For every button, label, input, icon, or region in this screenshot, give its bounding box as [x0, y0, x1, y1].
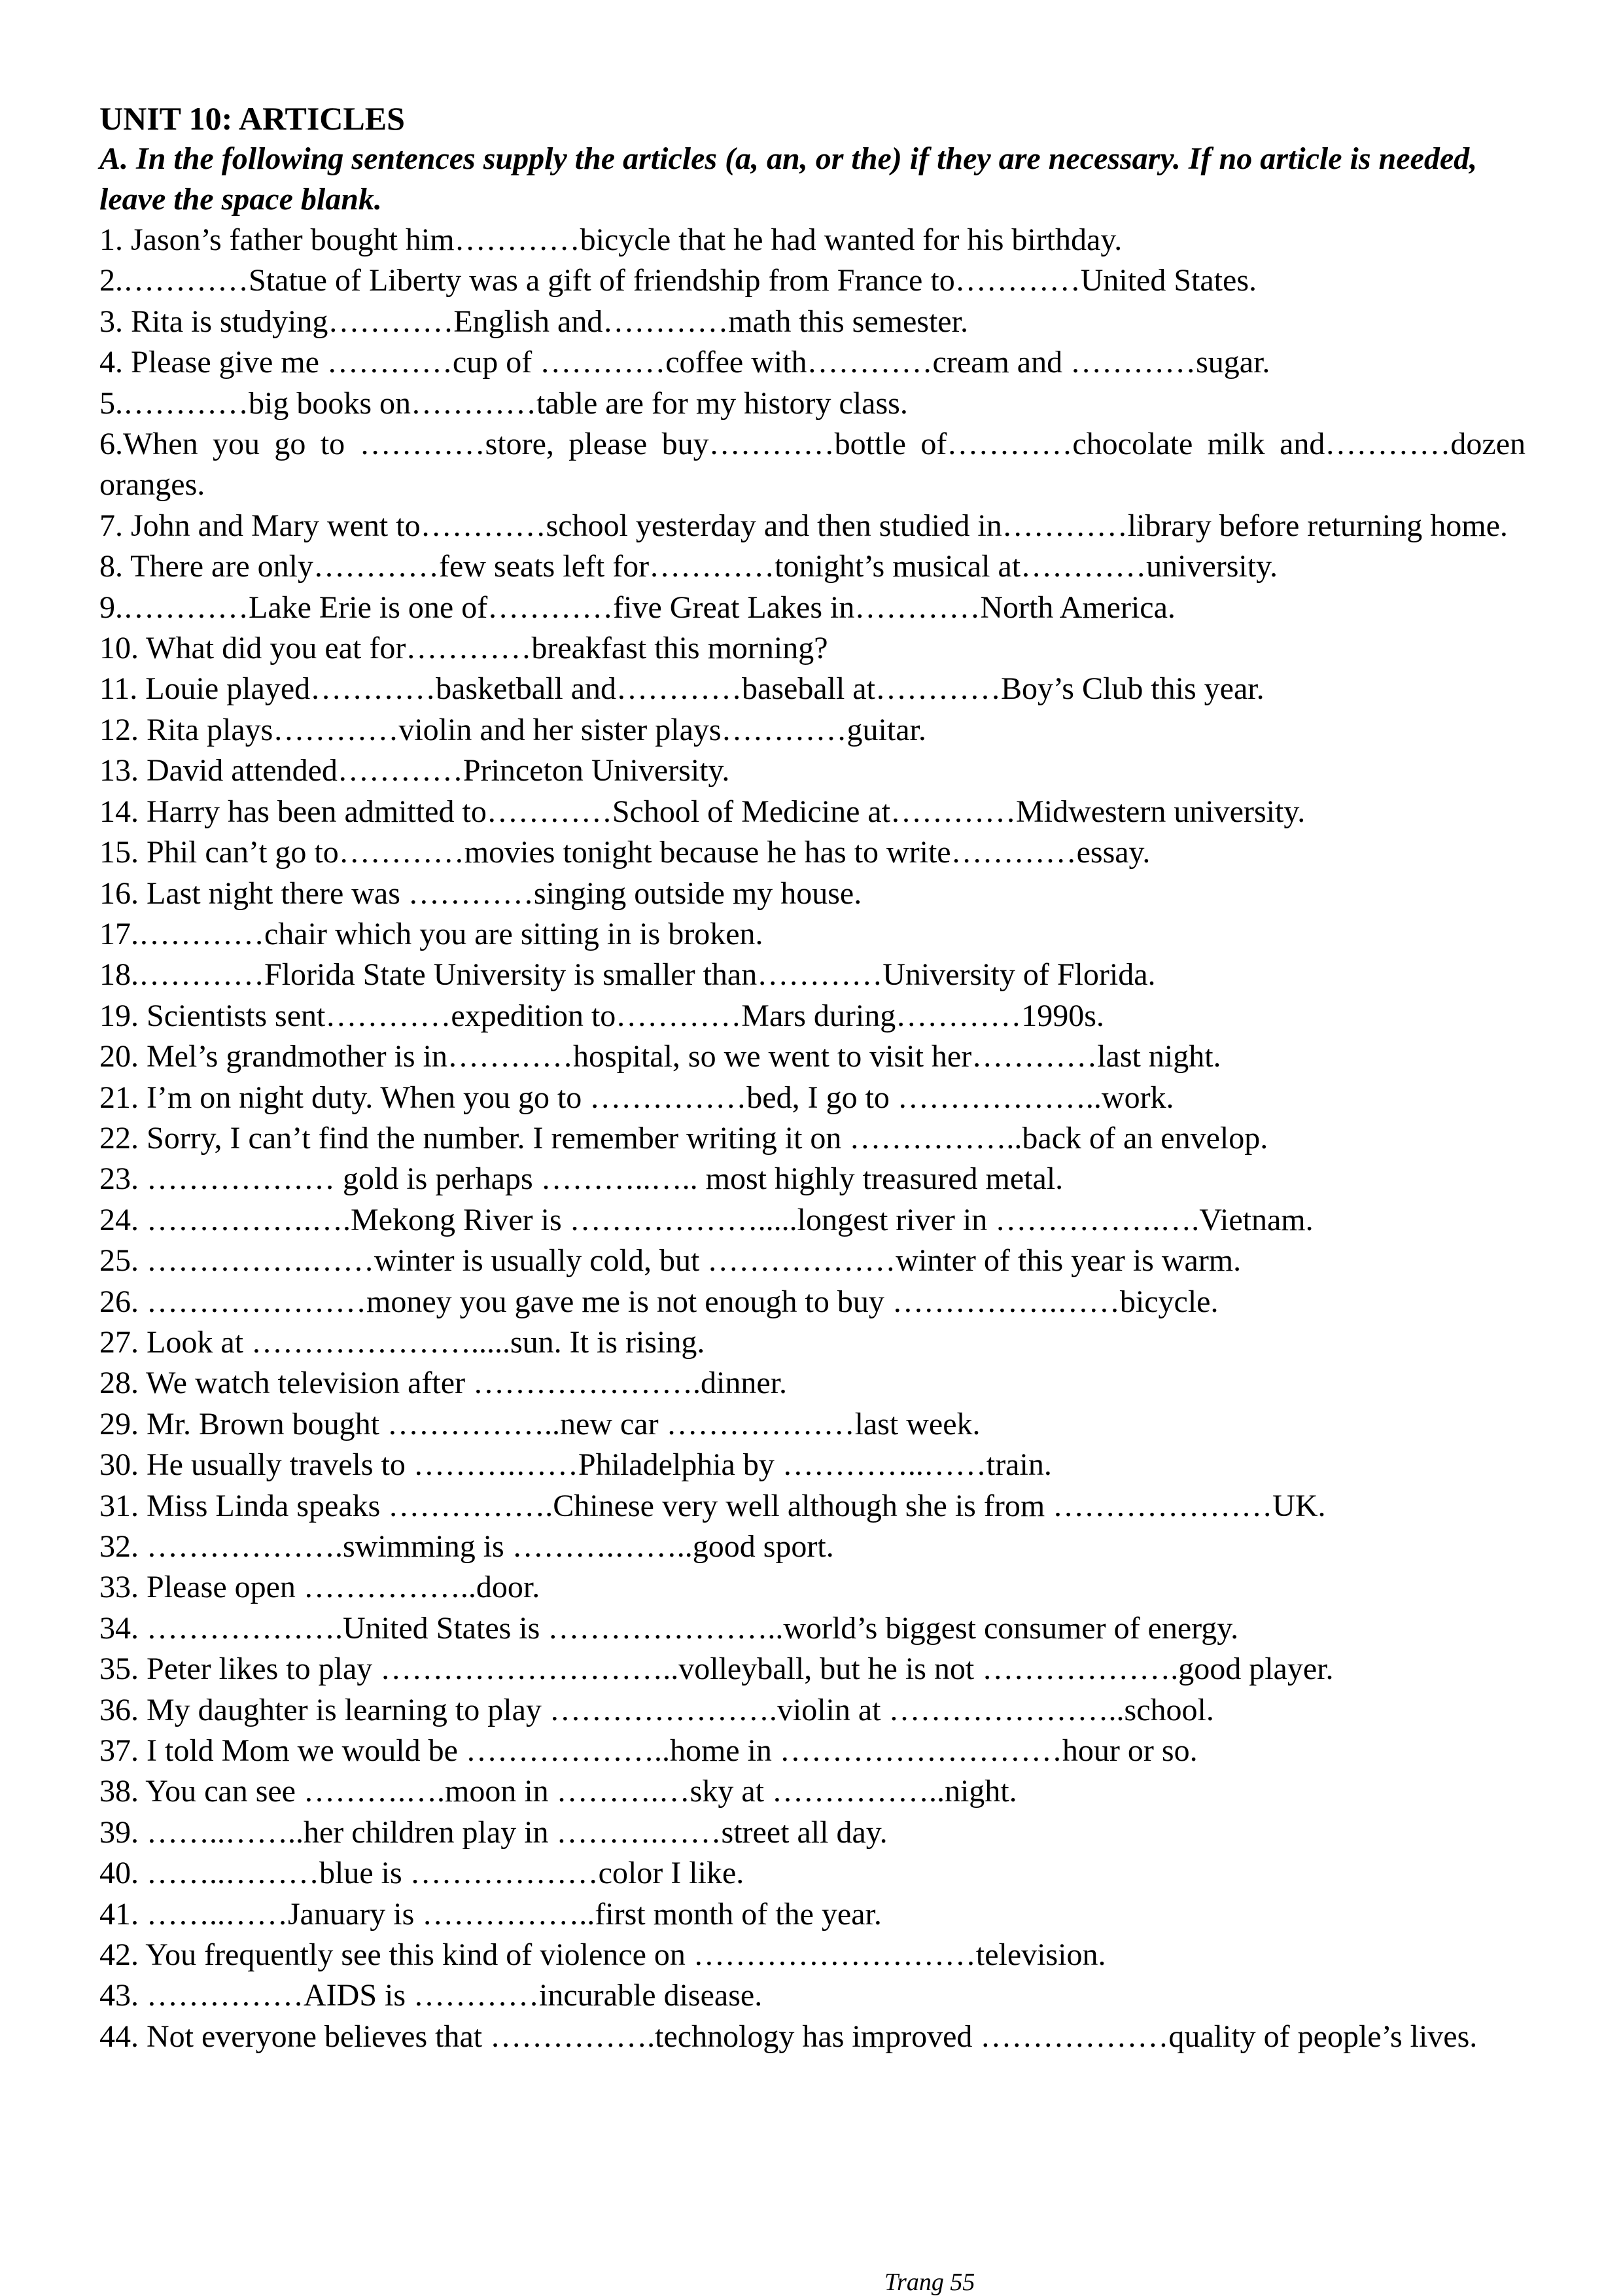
exercise-item: 25. …………….……winter is usually cold, but ………………winter of this year is warm. — [99, 1243, 1242, 1279]
exercise-item: 18.…………Florida State University is smaller than…………University of Florida. — [99, 957, 1156, 993]
exercise-item: 22. Sorry, I can’t find the number. I remember writing it on ……………..back of an envelop. — [99, 1120, 1268, 1156]
exercise-item: 9.…………Lake Erie is one of…………five Great Lakes in…………North America. — [99, 590, 1176, 625]
exercise-item: 41. ……..……January is ……………..first month of the year. — [99, 1896, 882, 1932]
exercise-item: 35. Peter likes to play ………………………..volleyball, but he is not ……………….good player. — [99, 1651, 1334, 1687]
exercise-instruction: A. In the following sentences supply the articles (a, an, or the) if they are necessary. If no article is needed, leave the space blank. — [99, 141, 1478, 217]
exercise-item: 26. …………………money you gave me is not enough to buy …………….……bicycle. — [99, 1284, 1219, 1319]
exercise-item: 2.…………Statue of Liberty was a gift of friendship from France to…………United States. — [99, 263, 1257, 298]
exercise-item: 1. Jason’s father bought him…………bicycle that he had wanted for his birthday. — [99, 222, 1123, 257]
exercise-item: 12. Rita plays…………violin and her sister plays…………guitar. — [99, 712, 926, 747]
exercise-list — [99, 220, 1526, 2057]
exercise-item: 33. Please open ……………..door. — [99, 1570, 540, 1605]
exercise-item: 27. Look at ………………….....sun. It is rising. — [99, 1324, 705, 1360]
exercise-item: 15. Phil can’t go to…………movies tonight because he has to write…………essay. — [99, 835, 1151, 870]
exercise-item: 14. Harry has been admitted to…………School of Medicine at…………Midwestern university. — [99, 794, 1306, 829]
exercise-item: 13. David attended…………Princeton University. — [99, 753, 730, 788]
exercise-item: 43. ……………AIDS is …………incurable disease. — [99, 1978, 763, 2013]
exercise-item: 5.…………big books on…………table are for my history class. — [99, 385, 908, 421]
exercise-item: 7. John and Mary went to…………school yesterday and then studied in…………library before returning home. — [99, 508, 1508, 543]
exercise-item: 8. There are only…………few seats left for…………tonight’s musical at…………university. — [99, 549, 1278, 584]
exercise-item: 40. ……..………blue is ………………color I like. — [99, 1856, 744, 1891]
exercise-item: 42. You frequently see this kind of violence on ………………………television. — [99, 1937, 1106, 1973]
unit-title: UNIT 10: ARTICLES — [99, 100, 405, 137]
exercise-item: 32. ……………….swimming is ……….……..good sport. — [99, 1529, 834, 1564]
exercise-item: 21. I’m on night duty. When you go to ……………bed, I go to ………………..work. — [99, 1080, 1174, 1115]
exercise-item: 4. Please give me …………cup of …………coffee with…………cream and …………sugar. — [99, 345, 1270, 380]
exercise-item: 6.When you go to …………store, please buy…………bottle of…………chocolate milk and…………dozen oranges. — [99, 427, 1526, 503]
exercise-item: 11. Louie played…………basketball and…………baseball at…………Boy’s Club this year. — [99, 671, 1265, 707]
exercise-item: 16. Last night there was …………singing outside my house. — [99, 875, 862, 911]
exercise-item: 3. Rita is studying…………English and…………math this semester. — [99, 304, 968, 339]
exercise-item: 19. Scientists sent…………expedition to…………Mars during…………1990s. — [99, 998, 1104, 1033]
exercise-item: 37. I told Mom we would be ………………..home in ………………………hour or so. — [99, 1733, 1198, 1769]
exercise-item: 10. What did you eat for…………breakfast this morning? — [99, 631, 828, 666]
exercise-item: 31. Miss Linda speaks …………….Chinese very well although she is from …………………UK. — [99, 1488, 1326, 1523]
exercise-item: 23. ……………… gold is perhaps ………..….. most highly treasured metal. — [99, 1161, 1064, 1197]
exercise-item: 29. Mr. Brown bought ……………..new car ………………last week. — [99, 1406, 981, 1441]
exercise-item: 28. We watch television after ………………….dinner. — [99, 1366, 788, 1401]
exercise-item: 36. My daughter is learning to play ………………….violin at …………………..school. — [99, 1692, 1214, 1727]
exercise-item: 30. He usually travels to ……….……Philadelphia by …………..……train. — [99, 1447, 1052, 1483]
page-number: Trang 55 — [884, 2269, 975, 2296]
exercise-item: 38. You can see ……….….moon in ……….…sky at ……………..night. — [99, 1774, 1017, 1809]
exercise-item: 17.…………chair which you are sitting in is broken. — [99, 916, 763, 951]
exercise-item: 44. Not everyone believes that …………….technology has improved ………………quality of people’s lives. — [99, 2019, 1478, 2054]
worksheet-content — [99, 98, 1526, 2057]
exercise-item: 39. ……..……..her children play in ……….……street all day. — [99, 1814, 888, 1850]
exercise-item: 24. …………….….Mekong River is ……………….....longest river in …………….….Vietnam. — [99, 1202, 1314, 1237]
exercise-item: 20. Mel’s grandmother is in…………hospital, so we went to visit her…………last night. — [99, 1039, 1221, 1074]
exercise-item: 34. ……………….United States is …………………..world’s biggest consumer of energy. — [99, 1610, 1239, 1646]
